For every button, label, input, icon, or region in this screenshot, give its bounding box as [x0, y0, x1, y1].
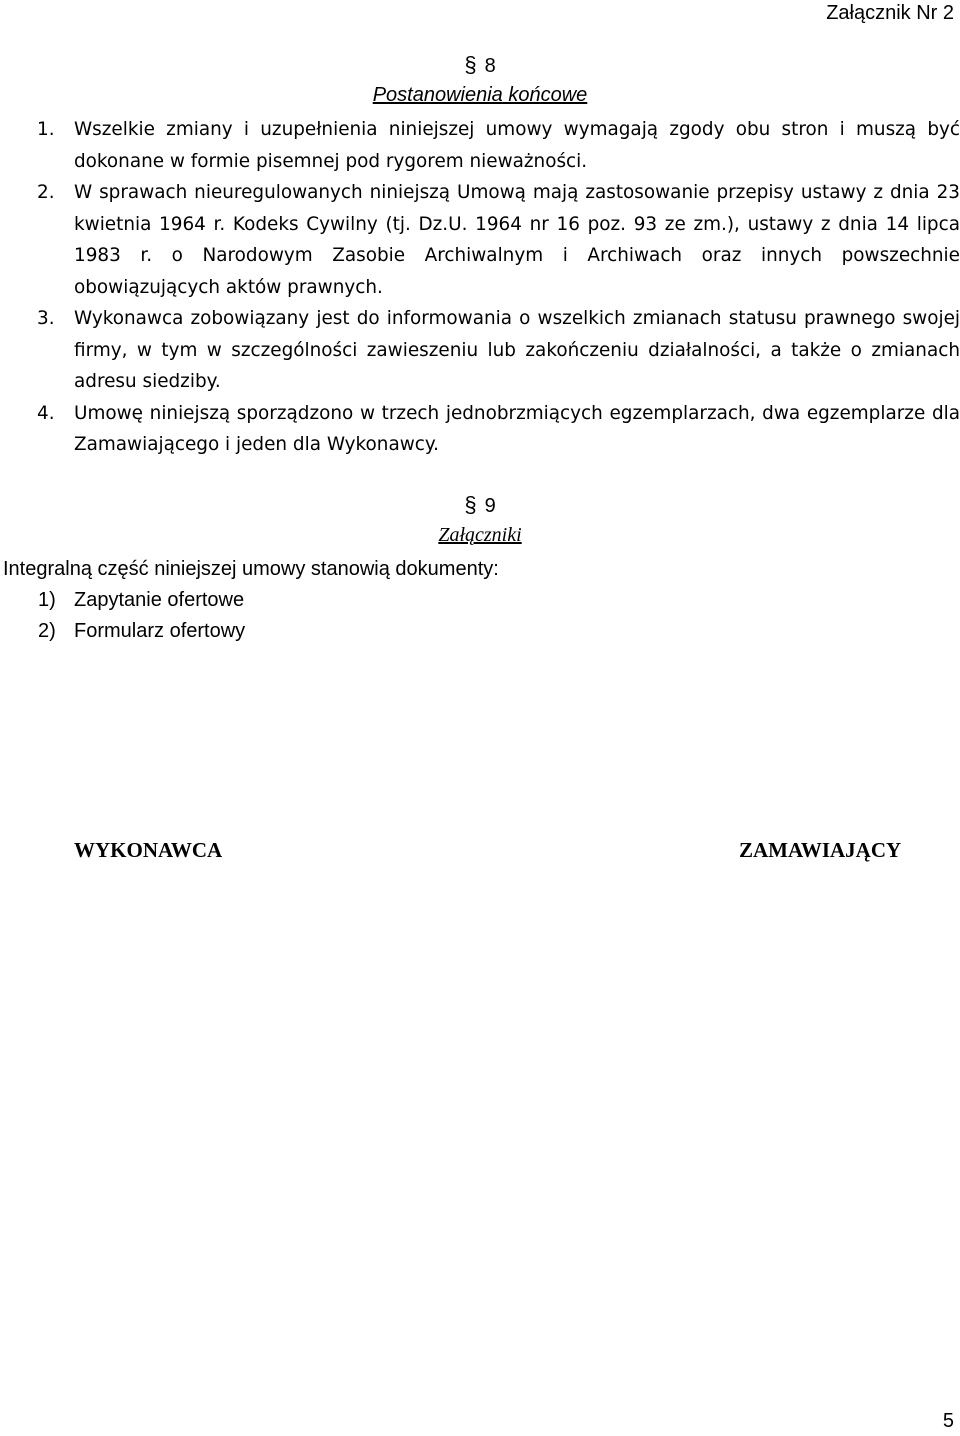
attachment-text: Zapytanie ofertowe	[74, 589, 245, 611]
section-mark: §	[464, 52, 477, 77]
final-provisions-list	[0, 114, 960, 461]
section-8-title: Postanowienia końcowe	[372, 84, 588, 106]
item-number: 2.	[37, 182, 55, 203]
attachment-number: 2)	[38, 620, 56, 642]
section-number: 9	[484, 495, 496, 517]
section-9-heading	[0, 492, 960, 519]
item-number: 1.	[37, 119, 55, 140]
section-9-title: Załączniki	[438, 524, 522, 546]
item-text: Wszelkie zmiany i uzupełnienia niniejszej umowy wymagają zgody obu stron i muszą być dokonane w formie pisemnej pod rygorem nieważności.	[74, 119, 960, 172]
section-8-heading	[0, 52, 960, 79]
attachment-text: Formularz ofertowy	[74, 620, 246, 642]
list-item	[0, 114, 960, 177]
attachments-intro: Integralną część niniejszej umowy stanowią dokumenty:	[3, 558, 499, 580]
item-number: 4.	[37, 402, 55, 424]
section-mark: §	[464, 492, 477, 517]
item-text: Umowę niniejszą sporządzono w trzech jednobrzmiących egzemplarzach, dwa egzemplarze dla Zamawiającego i jeden dla Wykonawcy.	[74, 402, 960, 455]
list-item	[0, 177, 960, 303]
item-text: Wykonawca zobowiązany jest do informowania o wszelkich zmianach statusu prawnego swojej firmy, w tym w szczególności zawieszeniu lub zakończeniu działalności, a także o zmianach adresu siedziby.	[74, 308, 960, 392]
list-item	[0, 398, 960, 461]
section-number: 8	[484, 55, 496, 77]
attachment-item	[38, 617, 245, 645]
annex-label: Załącznik Nr 2	[826, 2, 954, 24]
signature-client: ZAMAWIAJĄCY	[739, 838, 902, 862]
list-item	[0, 303, 960, 398]
signature-contractor: WYKONAWCA	[74, 838, 223, 862]
attachment-number: 1)	[38, 589, 56, 611]
item-number: 3.	[37, 308, 55, 329]
page-number: 5	[942, 1410, 954, 1432]
attachment-item	[38, 586, 244, 614]
item-text: W sprawach nieuregulowanych niniejszą Umową mają zastosowanie przepisy ustawy z dnia 23 kwietnia 1964 r. Kodeks Cywilny (tj. Dz.U. 1964 nr 16 poz. 93 ze zm.), ustawy z dnia 14 lipca 1983 r. o Narodowym Zasobie Archiwalnym i Archiwach oraz innych powszechnie obowiązujących aktów prawnych.	[74, 182, 960, 298]
